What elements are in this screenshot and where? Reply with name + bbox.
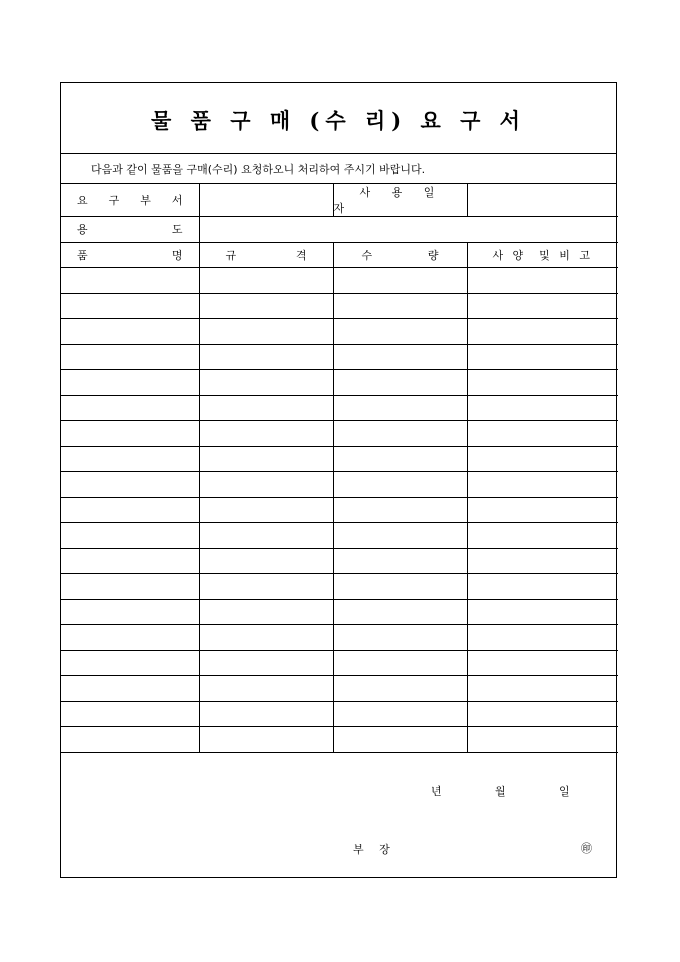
- item-row: [61, 727, 618, 753]
- remarks-cell[interactable]: [467, 650, 618, 676]
- header-item-name: 품 명: [61, 242, 199, 268]
- spec-cell[interactable]: [199, 727, 333, 753]
- item-name-cell[interactable]: [61, 701, 199, 727]
- quantity-cell[interactable]: [333, 497, 467, 523]
- item-name-cell[interactable]: [61, 548, 199, 574]
- purchase-request-form: [60, 82, 617, 878]
- quantity-cell[interactable]: [333, 727, 467, 753]
- item-name-cell[interactable]: [61, 421, 199, 447]
- dept-row: [61, 184, 618, 217]
- remarks-cell[interactable]: [467, 548, 618, 574]
- item-row: [61, 370, 618, 396]
- spec-cell[interactable]: [199, 370, 333, 396]
- spec-cell[interactable]: [199, 701, 333, 727]
- item-name-cell[interactable]: [61, 497, 199, 523]
- quantity-cell[interactable]: [333, 344, 467, 370]
- remarks-cell[interactable]: [467, 523, 618, 549]
- item-name-cell[interactable]: [61, 523, 199, 549]
- year-label: 년: [431, 784, 442, 798]
- spec-cell[interactable]: [199, 523, 333, 549]
- purpose-row: [61, 217, 618, 243]
- usage-date-value-cell[interactable]: [467, 184, 618, 217]
- spec-cell[interactable]: [199, 293, 333, 319]
- quantity-cell[interactable]: [333, 421, 467, 447]
- dept-value-cell[interactable]: [199, 184, 333, 217]
- quantity-cell[interactable]: [333, 574, 467, 600]
- remarks-cell[interactable]: [467, 293, 618, 319]
- remarks-cell[interactable]: [467, 727, 618, 753]
- item-row: [61, 344, 618, 370]
- item-name-cell[interactable]: [61, 599, 199, 625]
- remarks-cell[interactable]: [467, 319, 618, 345]
- month-label: 월: [495, 784, 506, 798]
- spec-cell[interactable]: [199, 268, 333, 294]
- item-name-cell[interactable]: [61, 727, 199, 753]
- item-row: [61, 599, 618, 625]
- item-row: [61, 523, 618, 549]
- item-name-cell[interactable]: [61, 472, 199, 498]
- usage-date-label: 사 용 일 자: [333, 184, 467, 217]
- signature-area: [61, 753, 616, 880]
- manager-label: 부 장: [353, 842, 396, 856]
- quantity-cell[interactable]: [333, 293, 467, 319]
- spec-cell[interactable]: [199, 395, 333, 421]
- spec-cell[interactable]: [199, 574, 333, 600]
- dept-label: 요 구 부 서: [61, 184, 199, 217]
- quantity-cell[interactable]: [333, 268, 467, 294]
- quantity-cell[interactable]: [333, 370, 467, 396]
- item-name-cell[interactable]: [61, 395, 199, 421]
- item-name-cell[interactable]: [61, 319, 199, 345]
- item-row: [61, 574, 618, 600]
- remarks-cell[interactable]: [467, 268, 618, 294]
- header-remarks: 사 양 및 비 고: [467, 242, 618, 268]
- item-row: [61, 446, 618, 472]
- item-row: [61, 293, 618, 319]
- quantity-cell[interactable]: [333, 523, 467, 549]
- item-row: [61, 650, 618, 676]
- remarks-cell[interactable]: [467, 497, 618, 523]
- seal-mark: ㊞: [581, 841, 592, 855]
- purpose-label: 용 도: [61, 217, 199, 243]
- item-name-cell[interactable]: [61, 625, 199, 651]
- spec-cell[interactable]: [199, 421, 333, 447]
- item-row: [61, 676, 618, 702]
- item-name-cell[interactable]: [61, 446, 199, 472]
- remarks-cell[interactable]: [467, 421, 618, 447]
- item-name-cell[interactable]: [61, 344, 199, 370]
- intro-row: [61, 154, 616, 184]
- item-name-cell[interactable]: [61, 293, 199, 319]
- spec-cell[interactable]: [199, 446, 333, 472]
- remarks-cell[interactable]: [467, 344, 618, 370]
- quantity-cell[interactable]: [333, 319, 467, 345]
- quantity-cell[interactable]: [333, 446, 467, 472]
- remarks-cell[interactable]: [467, 676, 618, 702]
- remarks-cell[interactable]: [467, 472, 618, 498]
- quantity-cell[interactable]: [333, 650, 467, 676]
- remarks-cell[interactable]: [467, 370, 618, 396]
- item-row: [61, 472, 618, 498]
- purpose-value-cell[interactable]: [199, 217, 618, 243]
- spec-cell[interactable]: [199, 497, 333, 523]
- remarks-cell[interactable]: [467, 599, 618, 625]
- day-label: 일: [559, 784, 570, 798]
- spec-cell[interactable]: [199, 548, 333, 574]
- quantity-cell[interactable]: [333, 625, 467, 651]
- item-row: [61, 421, 618, 447]
- item-name-cell[interactable]: [61, 370, 199, 396]
- spec-cell[interactable]: [199, 599, 333, 625]
- item-row: [61, 497, 618, 523]
- item-row: [61, 395, 618, 421]
- spec-cell[interactable]: [199, 676, 333, 702]
- header-spec: 규 격: [199, 242, 333, 268]
- item-row: [61, 625, 618, 651]
- remarks-cell[interactable]: [467, 574, 618, 600]
- form-title: 물 품 구 매 (수 리) 요 구 서: [151, 108, 526, 133]
- item-name-cell[interactable]: [61, 268, 199, 294]
- header-quantity: 수 량: [333, 242, 467, 268]
- spec-cell[interactable]: [199, 319, 333, 345]
- item-row: [61, 319, 618, 345]
- remarks-cell[interactable]: [467, 395, 618, 421]
- intro-text: 다음과 같이 물품을 구매(수리) 요청하오니 처리하여 주시기 바랍니다.: [91, 162, 426, 176]
- title-row: [61, 83, 616, 154]
- quantity-cell[interactable]: [333, 548, 467, 574]
- item-row: [61, 701, 618, 727]
- column-header-row: [61, 242, 618, 268]
- spec-cell[interactable]: [199, 472, 333, 498]
- quantity-cell[interactable]: [333, 701, 467, 727]
- spec-cell[interactable]: [199, 625, 333, 651]
- remarks-cell[interactable]: [467, 625, 618, 651]
- item-name-cell[interactable]: [61, 574, 199, 600]
- remarks-cell[interactable]: [467, 446, 618, 472]
- item-name-cell[interactable]: [61, 676, 199, 702]
- quantity-cell[interactable]: [333, 599, 467, 625]
- quantity-cell[interactable]: [333, 395, 467, 421]
- quantity-cell[interactable]: [333, 472, 467, 498]
- item-row: [61, 548, 618, 574]
- remarks-cell[interactable]: [467, 701, 618, 727]
- spec-cell[interactable]: [199, 344, 333, 370]
- item-name-cell[interactable]: [61, 650, 199, 676]
- spec-cell[interactable]: [199, 650, 333, 676]
- request-table: [61, 184, 618, 753]
- item-row: [61, 268, 618, 294]
- quantity-cell[interactable]: [333, 676, 467, 702]
